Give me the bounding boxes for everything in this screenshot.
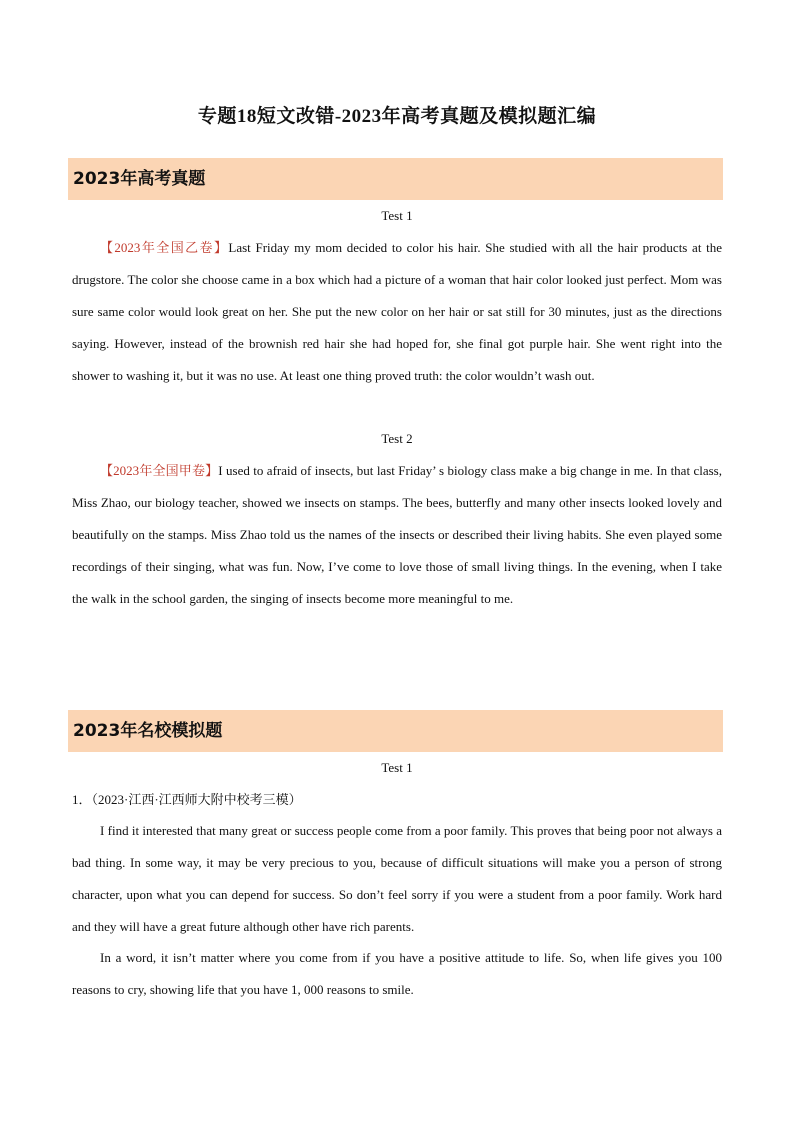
passage-text: Last Friday my mom decided to color his hair. She studied with all the hair products at the drugstore. The color she choose came in a box which had a picture of a woman that hair color looked just perfect. Mom was sure same color would look great on her. She put the new color on her hair or sat still for 30 minutes, just as the directions saying. However, instead of the brownish red hair she had hoped for, she final got purple hair. She went right into the shower to washing it, but it was no use. At least one thing proved truth: the color wouldn’t wash out. bbox=[72, 240, 722, 383]
passage-paragraph bbox=[72, 232, 722, 392]
passage-text: I used to afraid of insects, but last Friday’ s biology class make a big change in me. In that class, Miss Zhao, our biology teacher, showed we insects on stamps. The bees, butterfly and many other insects looked lovely and beautifully on the stamps. Miss Zhao told us the names of the insects or described their living habits. She even played some recordings of their singing, what was fun. Now, I’ve come to love those of small living things. In the evening, when I take the walk in the school garden, the singing of insects become more meaningful to me. bbox=[72, 463, 722, 606]
source-tag: 【2023年全国甲卷】 bbox=[100, 463, 219, 478]
question-number: 1． bbox=[72, 792, 92, 807]
passage-paragraph: I find it interested that many great or success people come from a poor family. This proves that being poor not always a bad thing. In some way, it may be very precious to you, because of difficult situations will make you a person of strong character, upon what you can depend for success. So don’t feel sorry if you were a student from a poor family. Work hard and they will have a great future although other have rich parents. bbox=[72, 823, 722, 934]
section-heading-real-exams: 2023年高考真题 bbox=[68, 158, 723, 200]
passage-paragraph bbox=[72, 455, 722, 615]
question-source: （2023·江西·江西师大附中校考三模） bbox=[91, 792, 302, 807]
question-header bbox=[72, 790, 302, 810]
test-label: Test 1 bbox=[381, 760, 413, 775]
page-title: 专题18短文改错-2023年高考真题及模拟题汇编 bbox=[197, 106, 597, 127]
section-heading-mock-exams: 2023年名校模拟题 bbox=[68, 710, 723, 752]
test-label: Test 1 bbox=[381, 208, 413, 223]
source-tag: 【2023年全国乙卷】 bbox=[100, 240, 229, 255]
test-label: Test 2 bbox=[381, 431, 413, 446]
passage-paragraph: In a word, it isn’t matter where you come from if you have a positive attitude to life. So, when life gives you 100 reasons to cry, showing life that you have 1, 000 reasons to smile. bbox=[72, 950, 722, 997]
